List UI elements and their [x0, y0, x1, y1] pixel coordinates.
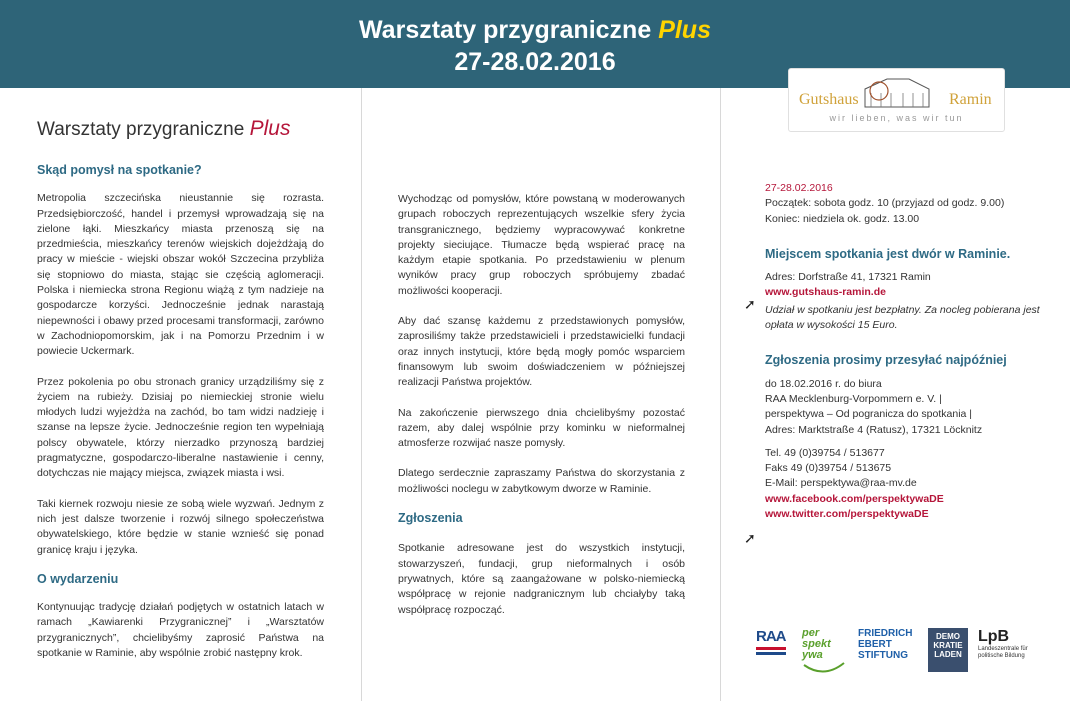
left-column: [37, 163, 324, 661]
page-title-accent: Plus: [249, 117, 291, 140]
right-column: [765, 181, 1045, 522]
gutshaus-logo: [788, 68, 1005, 132]
paragraph: Przez pokolenia po obu stronach granicy urządziliśmy się z życiem na rubieży. Dzisiaj po niemieckiej stronie wielu młodych ludzi wyjeżdża na zachód, bo tam widzi nadzieję i szanse na lepsze życie. Jednocześnie region ten wypełniają polscy obywatele, którzy nierzadko przynoszą bardziej pragmatyczne, gospodarczo-liberalne nastawienie i cenny, dotychczas nie mający miejsca, związek miasta i wsi.: [37, 375, 324, 480]
section-heading-registration: Zgłoszenia: [398, 511, 463, 526]
page-title: Warsztaty przygraniczne Plus: [37, 117, 291, 140]
middle-column: [398, 192, 685, 618]
paragraph: Dlatego serdecznie zapraszamy Państwa do skorzystania z możliwości noclegu w zabytkowym dworze w Raminie.: [398, 467, 685, 495]
sponsor-logos: [756, 628, 1046, 674]
paragraph: Kontynuując tradycję działań podjętych w ostatnich latach w ramach „Kawiarenki Przygranicznej” i „Warsztatów przygranicznych”, chcielibyśmy zaprosić Państwa na spotkanie w Raminie, aby wspólnie zrobić następny krok.: [37, 601, 324, 660]
facebook-link[interactable]: www.facebook.com/perspektywaDE: [765, 492, 944, 505]
section-heading-event: O wydarzeniu: [37, 571, 119, 586]
paragraph: Metropolia szczecińska nieustannie się rozrasta. Przedsiębiorczość, handel i przemysł wprowadzają się na zielone łąki. Mieszkańcy miasta przenoszą się na przedmieścia, mieszkańcy terenów wiejskich dojeżdżają do pracy w mieście - wiejski obszar wokół Szczecina przybliża się stopniowo do miasta, stając sie częścią aglomeracji. Polska i niemiecka strona Regionu wiążą z tym nadzieje na gospodarcze korzyści. Jednocześnie jednak narastają niepewności i obawy przed procesami transformacji, zarówno w Zachodniopomorskim, jak i na Pomorzu Przednim i w powiecie Uckermark.: [37, 192, 324, 358]
fes-logo: FRIEDRICH EBERT STIFTUNG: [858, 628, 913, 661]
event-dates: 27-28.02.2016: [454, 48, 616, 76]
event-date: 27-28.02.2016: [765, 182, 833, 194]
event-title-accent: Plus: [658, 16, 711, 44]
demokratieladen-logo: DEMO KRATIE LADEN: [928, 628, 968, 672]
twitter-link[interactable]: www.twitter.com/perspektywaDE: [765, 508, 929, 521]
org-line: RAA Mecklenburg-Vorpommern e. V. |: [765, 392, 942, 405]
paragraph: Taki kiernek rozwoju niesie ze sobą wiele wyzwań. Jednym z nich jest dalsze tworzenie i rozwój silnego społeczeństwa obywatelskiego, które będzie w stanie wznieść się ponad granicę kraju i języka.: [37, 497, 324, 556]
event-title: Warsztaty przygraniczne Plus: [359, 16, 711, 44]
venue-link[interactable]: www.gutshaus-ramin.de: [765, 286, 886, 299]
raa-logo: RAA: [756, 628, 788, 674]
org-address: Adres: Marktstraße 4 (Ratusz), 17321 Löcknitz: [765, 423, 983, 436]
section-heading-idea: Skąd pomysł na spotkanie?: [37, 163, 202, 177]
section-heading-deadline: Zgłoszenia prosimy przesyłać najpóźniej: [765, 353, 1007, 368]
perspektywa-logo: per spekt ywa: [802, 628, 848, 674]
end-time: Koniec: niedziela ok. godz. 13.00: [765, 212, 920, 225]
lpb-logo: LpB Landeszentrale für politische Bildung: [978, 628, 1028, 659]
logo-tagline: wir lieben, was wir tun: [829, 113, 964, 123]
logo-text-left: Gutshaus: [799, 91, 859, 108]
start-time: Początek: sobota godz. 10 (przyjazd od godz. 9.00): [765, 197, 1005, 210]
arrow-icon: ➚: [744, 530, 756, 546]
deadline: do 18.02.2016 r. do biura: [765, 377, 882, 390]
arrow-icon: ➚: [744, 296, 756, 312]
column-divider: [720, 88, 721, 701]
swoosh-icon: [802, 661, 846, 675]
paragraph: Spotkanie adresowane jest do wszystkich instytucji, stowarzyszeń, fundacji, grup nieformalnych i osób prywatnych, które są zaangażowane w polsko-niemiecką współpracę w rejonie nadgranicznym lub chciałyby taką współpracę rozpocząć.: [398, 542, 685, 616]
paragraph: Wychodząc od pomysłów, które powstaną w moderowanych grupach roboczych reprezentujących wszelkie sfery życia transgranicznego, będziemy wypracowywać konkretne projekty sieciujące. Tłumacze będą wspierać pracę na każdym etapie spotkania. Po przedstawieniu w plenum wyników pracy grup roboczych spróbujemy zbadać możliwości kooperacji.: [398, 193, 685, 297]
email[interactable]: E-Mail: perspektywa@raa-mv.de: [765, 477, 917, 490]
logo-text-right: Ramin: [949, 91, 992, 108]
paragraph: Aby dać szansę każdemu z przedstawionych pomysłów, zaprosiliśmy także przedstawicieli i przedstawicielki fundacji oraz innych instytucji, które będą mogły pomóc wsparciem finansowym lub swoim doświadczeniem w późniejszej realizacji Państwa projektów.: [398, 315, 685, 389]
org-line: perspektywa – Od pogranicza do spotkania |: [765, 408, 973, 421]
section-heading-venue: Miejscem spotkania jest dwór w Raminie.: [765, 246, 1011, 261]
column-divider: [361, 88, 362, 701]
phone: Tel. 49 (0)39754 / 513677: [765, 446, 885, 459]
venue-address: Adres: Dorfstraße 41, 17321 Ramin: [765, 271, 931, 284]
manor-house-icon: [857, 73, 937, 109]
paragraph: Na zakończenie pierwszego dnia chcielibyśmy pozostać razem, aby dalej wspólnie przy kominku w nieformalnej atmosferze rozwijać nasze pomysły.: [398, 406, 685, 450]
participation-note: Udział w spotkaniu jest bezpłatny. Za nocleg pobierana jest opłata w wysokości 15 Euro.: [765, 303, 1040, 332]
fax: Faks 49 (0)39754 / 513675: [765, 462, 892, 475]
